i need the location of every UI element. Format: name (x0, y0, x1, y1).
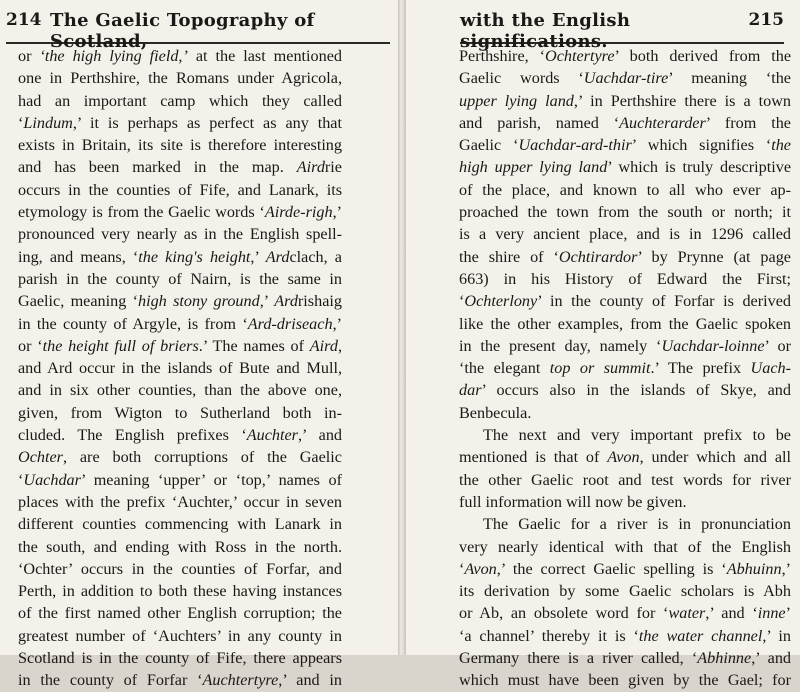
italic-term: Avon (607, 448, 640, 467)
text-run: 663) in his History of Edward the First; (459, 269, 791, 288)
text-line (18, 379, 342, 401)
text-run: very nearly identical with that of the English (459, 537, 791, 556)
text-run: ,’ and ‘ (705, 604, 758, 623)
text-run: ‘Ochter’ occurs in the counties of Forfar, and (18, 559, 342, 578)
text-line (18, 357, 342, 379)
text-run: , (337, 336, 343, 355)
text-run: or ‘ (18, 336, 43, 355)
text-run: clach, a (289, 247, 342, 266)
text-run: , are both corruptions of the Gaelic (62, 448, 342, 467)
text-run: ’ occurs also in the islands of Skye, and (481, 381, 791, 400)
text-run: and has been marked in the map. (18, 158, 297, 177)
italic-term: the water channel (638, 626, 763, 645)
italic-term: high upper lying land (459, 158, 608, 177)
text-run: ’ from the (705, 113, 791, 132)
text-line (459, 536, 791, 558)
text-line (459, 379, 791, 401)
text-run: ’ in the county of Forfar is derived (537, 292, 791, 311)
text-line (459, 246, 791, 268)
text-run: Perthshire, ‘ (459, 47, 546, 65)
text-line (18, 335, 342, 357)
text-run: and in six other counties, than the above one, (18, 381, 342, 400)
text-run: rie (324, 158, 342, 177)
text-run: Germany there is a river called, ‘ (459, 649, 698, 668)
italic-term: Auchterarder (619, 113, 706, 132)
italic-term: inne (757, 604, 786, 623)
text-line (459, 580, 791, 602)
text-run: and Ard occur in the islands of Bute and Mull, (18, 359, 342, 378)
text-line (18, 446, 342, 468)
text-line (18, 424, 342, 446)
text-run: exists in Britain, its site is therefore interesting (18, 136, 342, 155)
text-line (18, 580, 342, 602)
text-line (459, 156, 791, 178)
text-run: The next and very important prefix to be (483, 426, 791, 445)
text-run: one in Perthshire, the Romans under Agricola, (18, 69, 342, 88)
italic-term: Ochtertyre (545, 47, 615, 65)
text-run: ’ which is truly descriptive (607, 158, 791, 177)
italic-term: upper lying land (459, 91, 574, 110)
text-line (459, 223, 791, 245)
text-line (18, 156, 342, 178)
italic-term: the height full of briers (42, 336, 199, 355)
text-line (459, 313, 791, 335)
text-line (459, 112, 791, 134)
text-line (18, 313, 342, 335)
text-run: , under which and all (639, 448, 791, 467)
text-run: mentioned is that of (459, 448, 608, 467)
text-run: of the place, and known to all who ever ap- (459, 180, 791, 199)
italic-term: Lindum (23, 113, 73, 132)
text-line (459, 290, 791, 312)
text-line (459, 469, 791, 491)
text-run: places with the prefix ‘Auchter,’ occur in seven (18, 492, 342, 511)
page-number: 215 (748, 10, 784, 30)
text-run: parish in the county of Nairn, is the same in (18, 269, 342, 288)
text-run: Scotland is in the county of Fife, there appears (18, 649, 342, 668)
text-run: the south, and ending with Ross in the north. (18, 537, 342, 556)
text-run: ’ or (764, 336, 791, 355)
text-run: ’ both derived from the (614, 47, 792, 65)
italic-term: dar (459, 381, 482, 400)
italic-term: top or summit (549, 359, 651, 378)
text-run: given, from Wigton to Sutherland both in- (18, 403, 342, 422)
text-run: ‘ (459, 559, 465, 578)
text-run: the shire of ‘ (459, 247, 559, 266)
text-run: the other Gaelic root and test words for river (459, 470, 791, 489)
text-run: The Gaelic for a river is in pronunciation (483, 515, 791, 534)
right-page-header (460, 2, 784, 52)
text-line (18, 647, 342, 669)
italic-term: Uachdar-loinne (661, 336, 765, 355)
text-run: ,’ (259, 292, 275, 311)
text-line (459, 179, 791, 201)
text-run: Gaelic, meaning ‘ (18, 292, 138, 311)
text-line (459, 424, 791, 446)
text-run: its derivation by some Gaelic scholars is Abh (459, 582, 791, 601)
text-line (18, 223, 342, 245)
text-line (459, 669, 791, 691)
text-run: etymology is from the Gaelic words ‘ (18, 203, 265, 222)
text-run: of the first named other English corruption; the (18, 604, 342, 623)
text-line (18, 625, 342, 647)
text-run: ’ by Prynne (at page (637, 247, 791, 266)
text-run: pronounced very nearly as in the English spell- (18, 225, 342, 244)
italic-term: high stony ground (138, 292, 260, 311)
italic-term: ‘the high lying field,’ (39, 47, 188, 65)
text-line (18, 402, 342, 424)
text-run: in the county of Argyle, is from ‘ (18, 314, 248, 333)
text-run: ’ (785, 604, 791, 623)
italic-term: the king's height (138, 247, 251, 266)
text-line (459, 90, 791, 112)
text-line (18, 45, 342, 67)
text-run: ‘a channel’ thereby it is ‘ (459, 626, 639, 645)
text-run: ,’ (332, 203, 342, 222)
book-gutter (398, 0, 406, 655)
text-run: Perth, in addition to both these having instances (18, 582, 342, 601)
text-run: like the other examples, from the Gaelic spoken (459, 314, 791, 333)
text-line (459, 335, 791, 357)
text-line (18, 134, 342, 156)
left-page-header (6, 2, 390, 52)
text-run: or (18, 47, 40, 65)
text-line (18, 513, 342, 535)
italic-term: Aird (296, 158, 325, 177)
italic-term: Ard (265, 247, 290, 266)
text-run: occurs in the counties of Fife, and Lanark, its (18, 180, 342, 199)
text-run: cluded. The English prefixes ‘ (18, 426, 247, 445)
text-run: Benbecula. (459, 403, 532, 422)
text-run: .’ The names of (198, 336, 310, 355)
text-run: ’ meaning ‘upper’ or ‘top,’ names of (80, 470, 342, 489)
text-line (459, 513, 791, 535)
text-run: ,’ in (762, 626, 792, 645)
text-run: greatest number of ‘Auchters’ in any county in (18, 626, 342, 645)
italic-term: Uachdar-tire (583, 69, 669, 88)
text-run: ‘ (18, 470, 24, 489)
italic-term: Uach- (750, 359, 791, 378)
text-line (18, 290, 342, 312)
italic-term: Uachdar-ard-thir (518, 136, 632, 155)
text-line (18, 90, 342, 112)
italic-term: Abhinne (697, 649, 752, 668)
italic-term: Aird (309, 336, 338, 355)
text-line (459, 268, 791, 290)
italic-term: Auchter (246, 426, 298, 445)
text-line (459, 201, 791, 223)
text-run: in the present day, namely ‘ (459, 336, 662, 355)
text-line (459, 625, 791, 647)
page-number: 214 (6, 10, 42, 30)
text-run: .’ The prefix (650, 359, 751, 378)
italic-term: Avon (464, 559, 497, 578)
text-line (18, 602, 342, 624)
italic-term: Ochterlony (464, 292, 538, 311)
text-run: ‘the elegant (459, 359, 550, 378)
running-title: The Gaelic Topography of Scotland, (50, 10, 315, 52)
text-line (18, 491, 342, 513)
text-run: ,’ it is perhaps as perfect as any that (72, 113, 342, 132)
text-line (18, 536, 342, 558)
left-page (0, 0, 398, 690)
text-run: different counties commencing with Lanark in (18, 515, 342, 534)
italic-term: Ard (274, 292, 298, 311)
text-run: or Ab, an obsolete word for ‘ (459, 604, 669, 623)
text-run: ’ meaning ‘the (668, 69, 791, 88)
text-run: Gaelic words ‘ (459, 69, 584, 88)
italic-term: the (771, 136, 791, 155)
text-run: at the last mentioned (187, 47, 342, 65)
text-run: rishaig (297, 292, 342, 311)
text-line (459, 446, 791, 468)
italic-term: Ochtirardor (558, 247, 638, 266)
text-run: ing, and means, ‘ (18, 247, 139, 266)
text-run: ,’ and in (278, 671, 342, 690)
text-line (459, 402, 791, 424)
italic-term: Ochter (18, 448, 63, 467)
text-line (18, 669, 342, 691)
text-run: ,’ the correct Gaelic spelling is ‘ (496, 559, 727, 578)
text-line (459, 134, 791, 156)
right-page (406, 0, 800, 690)
text-line (18, 201, 342, 223)
text-line (18, 469, 342, 491)
text-run: full information will now be given. (459, 492, 687, 511)
text-line (459, 558, 791, 580)
running-title: with the English significations. (460, 10, 631, 52)
text-line (459, 491, 791, 513)
text-line (18, 246, 342, 268)
right-page-text (459, 45, 791, 692)
left-page-text (18, 45, 342, 692)
italic-term: water (668, 604, 706, 623)
text-line (459, 602, 791, 624)
text-line (459, 647, 791, 669)
text-run: which must have been given by the Gael; for (459, 671, 791, 690)
italic-term: Ard-driseach (247, 314, 333, 333)
italic-term: Uachdar (23, 470, 81, 489)
text-line (18, 179, 342, 201)
text-run: ‘ (459, 292, 465, 311)
text-line (18, 268, 342, 290)
text-run: ,’ and (751, 649, 792, 668)
text-run: ,’ and (297, 426, 343, 445)
text-run: is a very ancient place, and is in 1296 called (459, 225, 791, 244)
text-line (18, 558, 342, 580)
italic-term: Airde-righ (264, 203, 333, 222)
text-line (18, 67, 342, 89)
text-line (459, 45, 791, 67)
text-run: ,’ (332, 314, 342, 333)
italic-term: Auchtertyre (202, 671, 279, 690)
text-run: ‘ (18, 113, 24, 132)
text-run: proached the town from the south or north; it (459, 203, 791, 222)
text-run: Gaelic ‘ (459, 136, 519, 155)
text-run: ,’ in Perthshire there is a town (573, 91, 791, 110)
text-run: ’ which signifies ‘ (631, 136, 772, 155)
italic-term: Abhuinn (726, 559, 782, 578)
text-run: in the county of Forfar ‘ (18, 671, 203, 690)
text-line (18, 112, 342, 134)
text-run: and parish, named ‘ (459, 113, 620, 132)
text-line (459, 357, 791, 379)
text-run: ,’ (781, 559, 791, 578)
text-run: ,’ (250, 247, 266, 266)
text-line (459, 67, 791, 89)
text-run: had an important camp which they called (18, 91, 342, 110)
